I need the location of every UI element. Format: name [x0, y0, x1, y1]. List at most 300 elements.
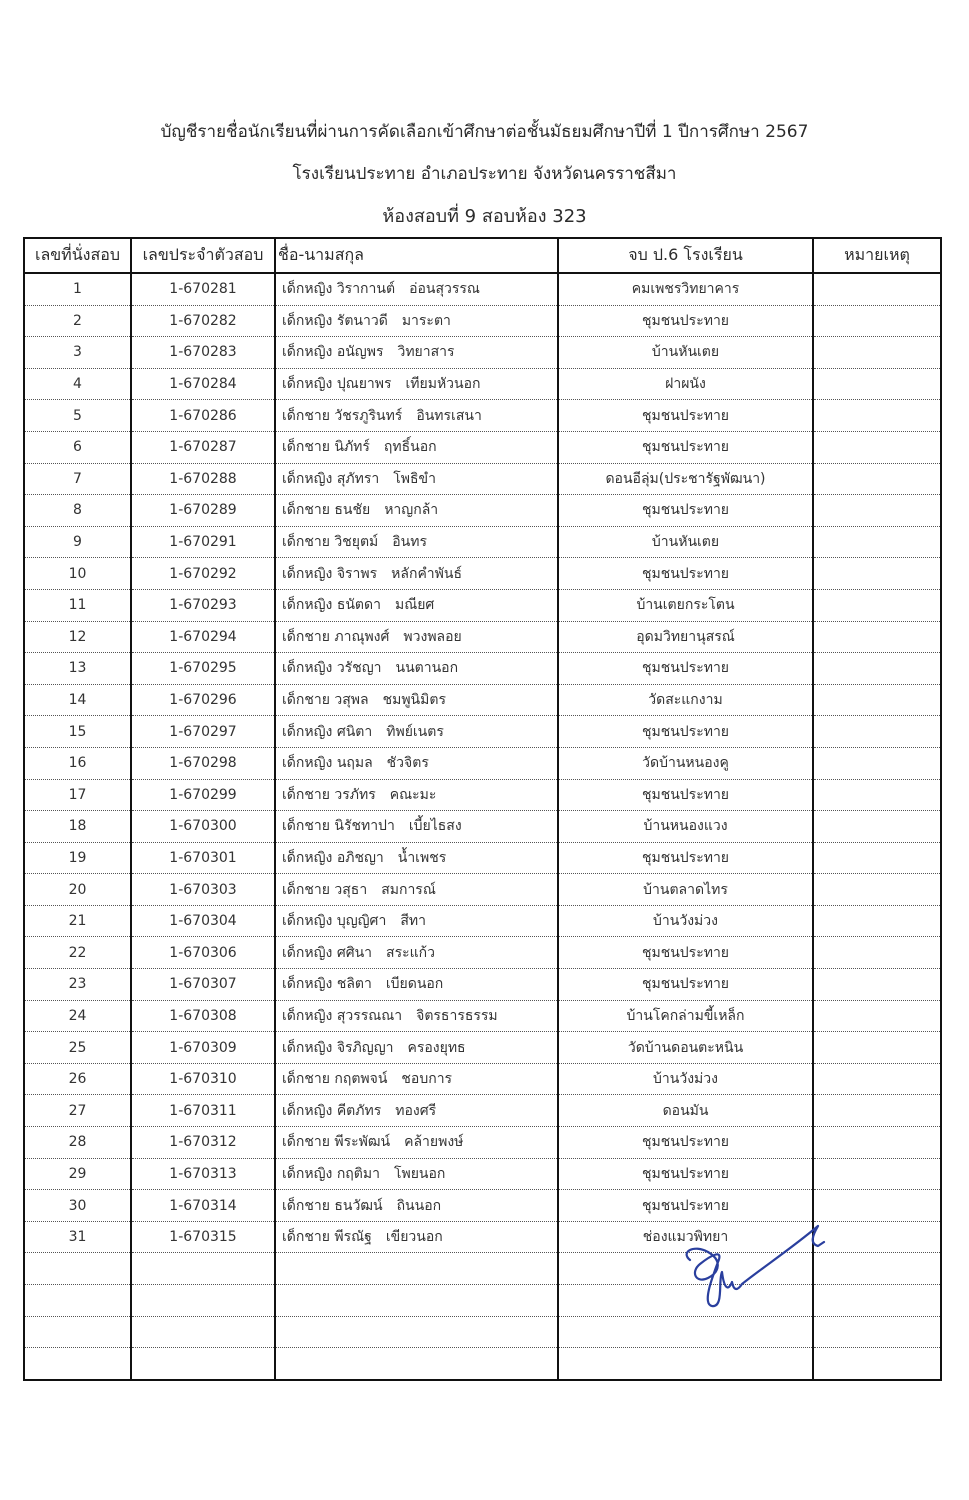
seat-no-cell: 20 — [24, 874, 131, 906]
table-row — [24, 337, 941, 369]
header-exam-id: เลขประจำตัวสอบ — [131, 238, 275, 273]
table-row — [24, 463, 941, 495]
student-name-cell — [275, 621, 558, 653]
remark-cell — [813, 431, 941, 463]
exam-id-cell: 1-670310 — [131, 1063, 275, 1095]
first-name: คีตภัทร — [336, 1102, 382, 1119]
remark-cell — [813, 874, 941, 906]
header-seat-no: เลขที่นั่งสอบ — [24, 238, 131, 273]
remark-cell — [813, 337, 941, 369]
table-row — [24, 1190, 941, 1222]
empty-cell — [558, 1348, 813, 1380]
exam-id-cell: 1-670312 — [131, 1127, 275, 1159]
first-name: ธนชัย — [334, 502, 371, 519]
remark-cell — [813, 937, 941, 969]
last-name: สมการณ์ — [381, 881, 436, 898]
first-name: วรัชญา — [336, 660, 382, 677]
name-prefix: เด็กหญิง — [282, 344, 333, 361]
remark-cell — [813, 1063, 941, 1095]
exam-id-cell: 1-670313 — [131, 1158, 275, 1190]
prev-school-cell: วัดบ้านดอนตะหนิน — [558, 1032, 813, 1064]
seat-no-cell: 10 — [24, 558, 131, 590]
empty-cell — [24, 1253, 131, 1285]
student-name-cell — [275, 1190, 558, 1222]
last-name: วิทยาสาร — [397, 344, 455, 361]
empty-cell — [813, 1253, 941, 1285]
student-name-cell — [275, 779, 558, 811]
name-prefix: เด็กหญิง — [282, 944, 333, 961]
prev-school-cell: บ้านหันเตย — [558, 337, 813, 369]
exam-id-cell: 1-670295 — [131, 653, 275, 685]
student-name-cell — [275, 1000, 558, 1032]
last-name: น้ำเพชร — [397, 849, 447, 866]
prev-school-cell: ชุมชนประทาย — [558, 969, 813, 1001]
table-row — [24, 621, 941, 653]
remark-cell — [813, 716, 941, 748]
document-title: บัญชีรายชื่อนักเรียนที่ผ่านการคัดเลือกเข้าศึกษาต่อชั้นมัธยมศึกษาปีที่ 1 ปีการศึกษา 2567 — [160, 122, 809, 142]
last-name: ชัวจิตร — [386, 755, 429, 772]
table-row — [24, 495, 941, 527]
first-name: พีรณัฐ — [334, 1229, 372, 1246]
student-name-cell — [275, 558, 558, 590]
name-prefix: เด็กชาย — [282, 1197, 330, 1214]
seat-no-cell: 27 — [24, 1095, 131, 1127]
remark-cell — [813, 305, 941, 337]
student-name-cell — [275, 716, 558, 748]
exam-id-cell: 1-670300 — [131, 811, 275, 843]
exam-id-cell: 1-670288 — [131, 463, 275, 495]
name-prefix: เด็กหญิง — [282, 1039, 333, 1056]
table-row — [24, 1158, 941, 1190]
remark-cell — [813, 1032, 941, 1064]
seat-no-cell: 8 — [24, 495, 131, 527]
last-name: หลักคำพันธ์ — [391, 565, 463, 582]
last-name: ชมพูนิมิตร — [382, 692, 446, 709]
seat-no-cell: 13 — [24, 653, 131, 685]
remark-cell — [813, 273, 941, 305]
prev-school-cell: ดอนมัน — [558, 1095, 813, 1127]
first-name: ศนิตา — [336, 723, 373, 740]
seat-no-cell: 2 — [24, 305, 131, 337]
student-name-cell — [275, 368, 558, 400]
header-full-name: ชื่อ-นามสกุล — [275, 238, 558, 273]
remark-cell — [813, 1095, 941, 1127]
name-prefix: เด็กหญิง — [282, 1165, 333, 1182]
table-row — [24, 779, 941, 811]
name-prefix: เด็กหญิง — [282, 470, 333, 487]
seat-no-cell: 30 — [24, 1190, 131, 1222]
prev-school-cell: ชุมชนประทาย — [558, 305, 813, 337]
prev-school-cell: บ้านหนองแวง — [558, 811, 813, 843]
table-row — [24, 526, 941, 558]
student-name-cell — [275, 747, 558, 779]
remark-cell — [813, 969, 941, 1001]
first-name: ธนวัฒน์ — [334, 1197, 383, 1214]
last-name: หาญกล้า — [384, 502, 439, 519]
student-name-cell — [275, 1158, 558, 1190]
name-prefix: เด็กชาย — [282, 818, 330, 835]
prev-school-cell: คมเพชรวิทยาคาร — [558, 273, 813, 305]
remark-cell — [813, 842, 941, 874]
empty-cell — [131, 1285, 275, 1317]
student-name-cell — [275, 463, 558, 495]
signature-mark — [672, 1222, 832, 1312]
prev-school-cell: วัดบ้านหนองคู — [558, 747, 813, 779]
student-name-cell — [275, 431, 558, 463]
first-name: บุญญิศา — [336, 913, 387, 930]
seat-no-cell: 28 — [24, 1127, 131, 1159]
name-prefix: เด็กหญิง — [282, 281, 333, 298]
name-prefix: เด็กชาย — [282, 881, 330, 898]
student-name-cell — [275, 653, 558, 685]
table-row — [24, 842, 941, 874]
first-name: วสุธา — [334, 881, 368, 898]
empty-cell — [275, 1316, 558, 1348]
student-name-cell — [275, 273, 558, 305]
seat-no-cell: 29 — [24, 1158, 131, 1190]
name-prefix: เด็กชาย — [282, 692, 330, 709]
remark-cell — [813, 1221, 941, 1253]
last-name: จิตรธารธรรม — [416, 1007, 498, 1024]
remark-cell — [813, 400, 941, 432]
student-name-cell — [275, 905, 558, 937]
prev-school-cell: ชุมชนประทาย — [558, 400, 813, 432]
prev-school-cell: ชุมชนประทาย — [558, 495, 813, 527]
prev-school-cell: ชุมชนประทาย — [558, 1158, 813, 1190]
exam-id-cell: 1-670306 — [131, 937, 275, 969]
last-name: เบี้ยไธสง — [408, 818, 462, 835]
last-name: สระแก้ว — [386, 944, 435, 961]
seat-no-cell: 7 — [24, 463, 131, 495]
empty-cell — [813, 1348, 941, 1380]
table-row — [24, 684, 941, 716]
name-prefix: เด็กชาย — [282, 1134, 330, 1151]
name-prefix: เด็กชาย — [282, 786, 330, 803]
student-name-cell — [275, 684, 558, 716]
first-name: พีระพัฒน์ — [334, 1134, 391, 1151]
last-name: ครองยุทธ — [407, 1039, 466, 1056]
first-name: จิรภิญญา — [336, 1039, 394, 1056]
first-name: วิรากานต์ — [336, 281, 396, 298]
last-name: ชอบการ — [401, 1071, 453, 1088]
table-row — [24, 431, 941, 463]
name-prefix: เด็กหญิง — [282, 1102, 333, 1119]
last-name: สีทา — [400, 913, 426, 930]
remark-cell — [813, 463, 941, 495]
exam-id-cell: 1-670309 — [131, 1032, 275, 1064]
first-name: จิราพร — [336, 565, 378, 582]
table-row — [24, 716, 941, 748]
last-name: ถินนอก — [396, 1197, 442, 1214]
name-prefix: เด็กชาย — [282, 407, 330, 424]
first-name: สุวรรณณา — [336, 1007, 403, 1024]
table-row — [24, 874, 941, 906]
remark-cell — [813, 1127, 941, 1159]
seat-no-cell: 9 — [24, 526, 131, 558]
name-prefix: เด็กชาย — [282, 1071, 330, 1088]
prev-school-cell: ชุมชนประทาย — [558, 1190, 813, 1222]
table-row — [24, 1095, 941, 1127]
empty-cell — [813, 1316, 941, 1348]
prev-school-cell: บ้านวังม่วง — [558, 905, 813, 937]
remark-cell — [813, 495, 941, 527]
last-name: ทิพย์เนตร — [386, 723, 444, 740]
empty-cell — [275, 1348, 558, 1380]
seat-no-cell: 22 — [24, 937, 131, 969]
student-name-cell — [275, 937, 558, 969]
remark-cell — [813, 368, 941, 400]
seat-no-cell: 3 — [24, 337, 131, 369]
prev-school-cell: ชุมชนประทาย — [558, 716, 813, 748]
last-name: นนตานอก — [395, 660, 459, 677]
last-name: อ่อนสุวรรณ — [409, 281, 480, 298]
last-name: อินทรเสนา — [416, 407, 482, 424]
name-prefix: เด็กหญิง — [282, 597, 333, 614]
exam-id-cell: 1-670303 — [131, 874, 275, 906]
exam-id-cell: 1-670297 — [131, 716, 275, 748]
student-name-cell — [275, 1127, 558, 1159]
empty-cell — [558, 1316, 813, 1348]
empty-cell — [275, 1253, 558, 1285]
empty-cell — [24, 1348, 131, 1380]
empty-table-row — [24, 1316, 941, 1348]
prev-school-cell: ชุมชนประทาย — [558, 431, 813, 463]
name-prefix: เด็กชาย — [282, 439, 330, 456]
name-prefix: เด็กชาย — [282, 502, 330, 519]
student-name-cell — [275, 874, 558, 906]
prev-school-cell: ฝาผนัง — [558, 368, 813, 400]
last-name: เทียมหัวนอก — [405, 376, 481, 393]
student-roster-table — [23, 237, 942, 1381]
first-name: นิภัทร์ — [334, 439, 370, 456]
empty-cell — [131, 1253, 275, 1285]
prev-school-cell: ชุมชนประทาย — [558, 779, 813, 811]
student-name-cell — [275, 1095, 558, 1127]
roster-body — [24, 273, 941, 1380]
empty-cell — [131, 1316, 275, 1348]
first-name: นฤมล — [336, 755, 373, 772]
remark-cell — [813, 811, 941, 843]
remark-cell — [813, 1190, 941, 1222]
remark-cell — [813, 589, 941, 621]
seat-no-cell: 1 — [24, 273, 131, 305]
exam-id-cell: 1-670282 — [131, 305, 275, 337]
exam-id-cell: 1-670286 — [131, 400, 275, 432]
last-name: เขียวนอก — [385, 1229, 443, 1246]
first-name: กฤติมา — [336, 1165, 380, 1182]
student-name-cell — [275, 526, 558, 558]
prev-school-cell: ชุมชนประทาย — [558, 842, 813, 874]
header-prev-school: จบ ป.6 โรงเรียน — [558, 238, 813, 273]
last-name: โพธิขำ — [393, 470, 436, 487]
remark-cell — [813, 621, 941, 653]
seat-no-cell: 15 — [24, 716, 131, 748]
exam-id-cell: 1-670284 — [131, 368, 275, 400]
remark-cell — [813, 526, 941, 558]
first-name: ภาณุพงศ์ — [334, 628, 390, 645]
remark-cell — [813, 1000, 941, 1032]
name-prefix: เด็กหญิง — [282, 376, 333, 393]
school-location-line: โรงเรียนประทาย อำเภอประทาย จังหวัดนครราชสีมา — [292, 164, 677, 184]
exam-id-cell: 1-670307 — [131, 969, 275, 1001]
seat-no-cell: 19 — [24, 842, 131, 874]
exam-id-cell: 1-670296 — [131, 684, 275, 716]
last-name: อินทร — [392, 534, 427, 551]
first-name: รัตนาวดี — [336, 312, 388, 329]
table-header-row — [24, 238, 941, 273]
prev-school-cell: บ้านโคกล่ามขี้เหล็ก — [558, 1000, 813, 1032]
name-prefix: เด็กหญิง — [282, 913, 333, 930]
table-row — [24, 1032, 941, 1064]
table-row — [24, 747, 941, 779]
empty-cell — [24, 1285, 131, 1317]
empty-cell — [131, 1348, 275, 1380]
header-remark: หมายเหตุ — [813, 238, 941, 273]
last-name: คล้ายพงษ์ — [404, 1134, 464, 1151]
empty-cell — [275, 1285, 558, 1317]
remark-cell — [813, 779, 941, 811]
seat-no-cell: 6 — [24, 431, 131, 463]
seat-no-cell: 12 — [24, 621, 131, 653]
exam-id-cell: 1-670314 — [131, 1190, 275, 1222]
name-prefix: เด็กชาย — [282, 1229, 330, 1246]
first-name: ปุณยาพร — [336, 376, 392, 393]
prev-school-cell: บ้านเตยกระโตน — [558, 589, 813, 621]
last-name: มาระตา — [401, 312, 451, 329]
remark-cell — [813, 684, 941, 716]
seat-no-cell: 24 — [24, 1000, 131, 1032]
exam-id-cell: 1-670311 — [131, 1095, 275, 1127]
seat-no-cell: 31 — [24, 1221, 131, 1253]
exam-id-cell: 1-670283 — [131, 337, 275, 369]
prev-school-cell: วัดสะแกงาม — [558, 684, 813, 716]
seat-no-cell: 17 — [24, 779, 131, 811]
student-name-cell — [275, 969, 558, 1001]
table-row — [24, 273, 941, 305]
exam-id-cell: 1-670291 — [131, 526, 275, 558]
first-name: อภิชญา — [336, 849, 384, 866]
prev-school-cell: ชุมชนประทาย — [558, 1127, 813, 1159]
table-row — [24, 368, 941, 400]
name-prefix: เด็กหญิง — [282, 755, 333, 772]
prev-school-cell: บ้านตลาดไทร — [558, 874, 813, 906]
seat-no-cell: 26 — [24, 1063, 131, 1095]
name-prefix: เด็กชาย — [282, 628, 330, 645]
prev-school-cell: ชุมชนประทาย — [558, 558, 813, 590]
prev-school-cell: อุดมวิทยานุสรณ์ — [558, 621, 813, 653]
table-row — [24, 937, 941, 969]
exam-id-cell: 1-670308 — [131, 1000, 275, 1032]
table-row — [24, 589, 941, 621]
prev-school-cell: ดอนอีลุ่ม(ประชารัฐพัฒนา) — [558, 463, 813, 495]
first-name: วสุพล — [334, 692, 369, 709]
seat-no-cell: 5 — [24, 400, 131, 432]
name-prefix: เด็กหญิง — [282, 976, 333, 993]
first-name: สุภัทรา — [336, 470, 380, 487]
table-row — [24, 400, 941, 432]
name-prefix: เด็กหญิง — [282, 660, 333, 677]
seat-no-cell: 16 — [24, 747, 131, 779]
name-prefix: เด็กชาย — [282, 534, 330, 551]
first-name: วัชรภูรินทร์ — [334, 407, 403, 424]
name-prefix: เด็กหญิง — [282, 312, 333, 329]
exam-id-cell: 1-670289 — [131, 495, 275, 527]
last-name: มณียศ — [394, 597, 435, 614]
name-prefix: เด็กหญิง — [282, 1007, 333, 1024]
last-name: ทองศรี — [395, 1102, 437, 1119]
first-name: ธนัตดา — [336, 597, 381, 614]
seat-no-cell: 4 — [24, 368, 131, 400]
student-name-cell — [275, 1221, 558, 1253]
empty-table-row — [24, 1348, 941, 1380]
remark-cell — [813, 558, 941, 590]
prev-school-cell: ชุมชนประทาย — [558, 937, 813, 969]
last-name: คณะมะ — [389, 786, 437, 803]
seat-no-cell: 18 — [24, 811, 131, 843]
prev-school-cell: บ้านหันเตย — [558, 526, 813, 558]
table-row — [24, 1063, 941, 1095]
student-name-cell — [275, 1063, 558, 1095]
seat-no-cell: 11 — [24, 589, 131, 621]
seat-no-cell: 21 — [24, 905, 131, 937]
last-name: พวงพลอย — [403, 628, 462, 645]
student-name-cell — [275, 400, 558, 432]
first-name: อนัญพร — [336, 344, 384, 361]
remark-cell — [813, 653, 941, 685]
exam-id-cell: 1-670301 — [131, 842, 275, 874]
exam-id-cell: 1-670315 — [131, 1221, 275, 1253]
seat-no-cell: 23 — [24, 969, 131, 1001]
remark-cell — [813, 905, 941, 937]
exam-id-cell: 1-670287 — [131, 431, 275, 463]
remark-cell — [813, 1158, 941, 1190]
student-name-cell — [275, 495, 558, 527]
student-name-cell — [275, 337, 558, 369]
student-name-cell — [275, 811, 558, 843]
prev-school-cell: บ้านวังม่วง — [558, 1063, 813, 1095]
prev-school-cell: ชุมชนประทาย — [558, 653, 813, 685]
table-row — [24, 653, 941, 685]
table-row — [24, 969, 941, 1001]
table-row — [24, 1127, 941, 1159]
prev-school-cell: ช่องแมวพิทยา — [558, 1221, 813, 1253]
first-name: วรภัทร — [334, 786, 376, 803]
first-name: กฤตพจน์ — [334, 1071, 388, 1088]
first-name: ศศินา — [336, 944, 373, 961]
student-name-cell — [275, 589, 558, 621]
table-row — [24, 1000, 941, 1032]
seat-no-cell: 25 — [24, 1032, 131, 1064]
exam-room-line: ห้องสอบที่ 9 สอบห้อง 323 — [382, 206, 587, 227]
exam-id-cell: 1-670298 — [131, 747, 275, 779]
student-name-cell — [275, 1032, 558, 1064]
exam-id-cell: 1-670299 — [131, 779, 275, 811]
first-name: นิรัชทาปา — [334, 818, 395, 835]
name-prefix: เด็กหญิง — [282, 723, 333, 740]
empty-cell — [813, 1285, 941, 1317]
remark-cell — [813, 747, 941, 779]
exam-id-cell: 1-670292 — [131, 558, 275, 590]
last-name: โพยนอก — [393, 1165, 446, 1182]
last-name: เบียดนอก — [385, 976, 444, 993]
last-name: ฤทธิ์นอก — [383, 439, 437, 456]
empty-cell — [24, 1316, 131, 1348]
table-row — [24, 905, 941, 937]
table-row — [24, 811, 941, 843]
student-name-cell — [275, 305, 558, 337]
student-name-cell — [275, 842, 558, 874]
exam-id-cell: 1-670294 — [131, 621, 275, 653]
